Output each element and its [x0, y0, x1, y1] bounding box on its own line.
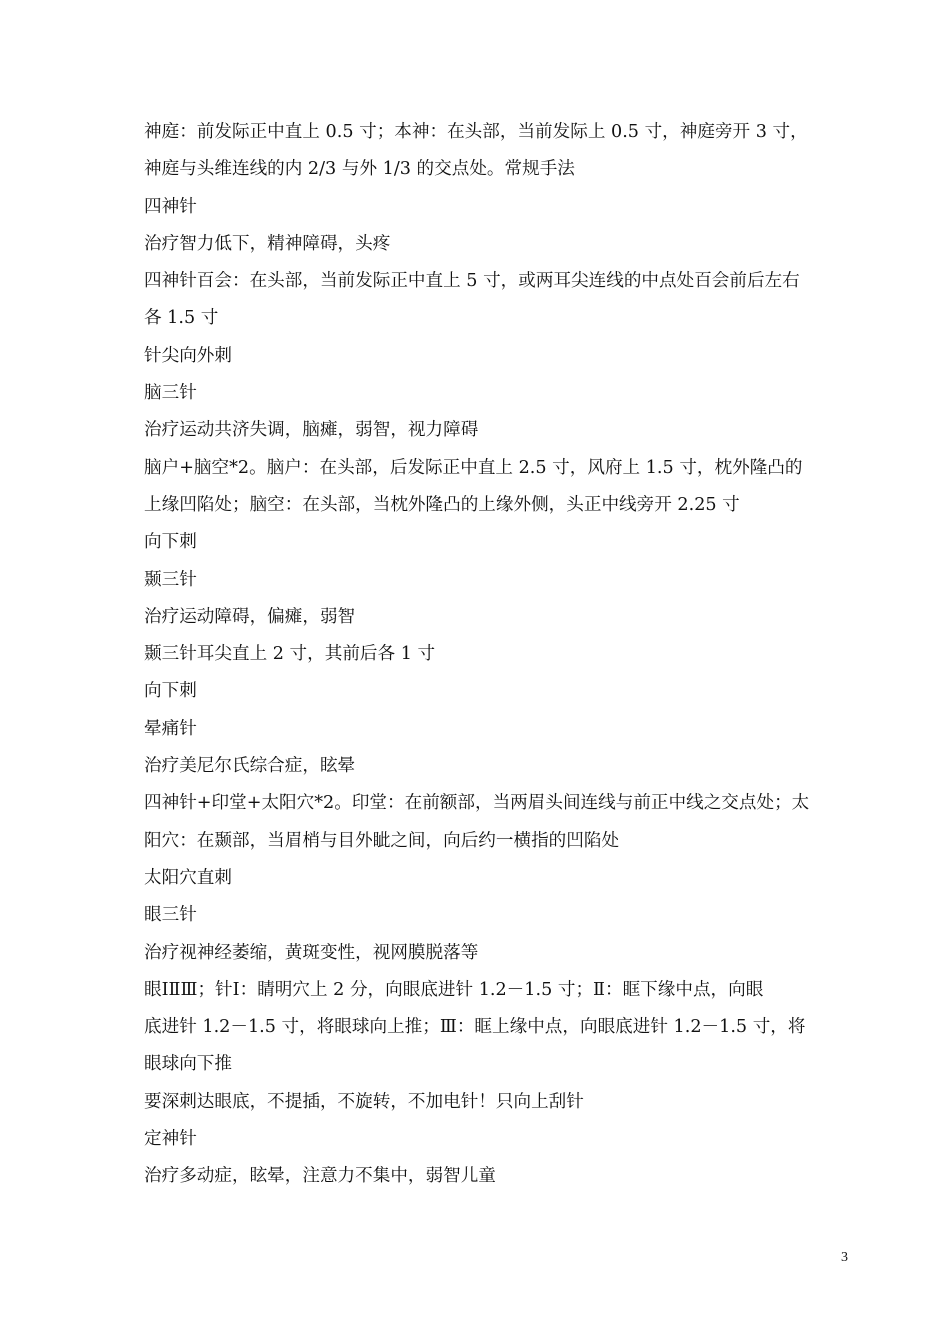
text-line: 太阳穴直刺 [144, 867, 232, 888]
section-heading: 脑三针 [144, 383, 197, 404]
text-line: 脑户+脑空*2。脑户：在头部，后发际正中直上 2.5 寸，风府上 1.5 寸，枕外隆凸的 [144, 457, 803, 478]
section-heading: 晕痛针 [144, 718, 197, 739]
text-line: 神庭与头维连线的内 2/3 与外 1/3 的交点处。常规手法 [144, 159, 575, 180]
text-line: 治疗智力低下，精神障碍，头疼 [144, 233, 391, 254]
text-line: 眼ⅠⅡⅢ；针Ⅰ：睛明穴上 2 分，向眼底进针 1.2－1.5 寸；Ⅱ：眶下缘中点，向眼 [144, 979, 764, 1000]
text-line: 要深刺达眼底，不提插，不旋转，不加电针！只向上刮针 [144, 1091, 584, 1112]
text-line: 神庭：前发际正中直上 0.5 寸；本神：在头部，当前发际上 0.5 寸，神庭旁开 3 寸， [144, 122, 808, 142]
section-heading: 颞三针 [144, 569, 197, 590]
text-line: 各 1.5 寸 [144, 308, 219, 329]
text-line: 颞三针耳尖直上 2 寸，其前后各 1 寸 [144, 644, 436, 665]
section-heading: 定神针 [144, 1129, 197, 1150]
text-line: 阳穴：在颞部，当眉梢与目外眦之间，向后约一横指的凹陷处 [144, 830, 620, 851]
text-line: 四神针百会：在头部，当前发际正中直上 5 寸，或两耳尖连线的中点处百会前后左右 [144, 271, 800, 292]
section-heading: 四神针 [144, 196, 197, 217]
text-line: 上缘凹陷处；脑空：在头部，当枕外隆凸的上缘外侧，头正中线旁开 2.25 寸 [144, 494, 740, 515]
text-line: 治疗美尼尔氏综合症，眩晕 [144, 756, 356, 777]
page-number: 3 [841, 1250, 848, 1265]
text-line: 四神针+印堂+太阳穴*2。印堂：在前额部，当两眉头间连线与前正中线之交点处；太 [144, 793, 810, 814]
text-line: 向下刺 [144, 681, 197, 702]
text-line: 针尖向外刺 [144, 345, 232, 366]
section-heading: 眼三针 [144, 905, 197, 926]
text-line: 治疗多动症，眩晕，注意力不集中，弱智儿童 [144, 1166, 496, 1187]
text-line: 底进针 1.2－1.5 寸，将眼球向上推；Ⅲ：眶上缘中点，向眼底进针 1.2－1.5 寸，将 [144, 1017, 806, 1038]
text-line: 治疗运动共济失调，脑瘫，弱智，视力障碍 [144, 420, 479, 441]
text-line: 向下刺 [144, 532, 197, 553]
text-line: 眼球向下推 [144, 1054, 232, 1075]
text-line: 治疗视神经萎缩，黄斑变性，视网膜脱落等 [144, 942, 479, 963]
text-line: 治疗运动障碍，偏瘫，弱智 [144, 606, 356, 627]
document-body [144, 114, 852, 1196]
